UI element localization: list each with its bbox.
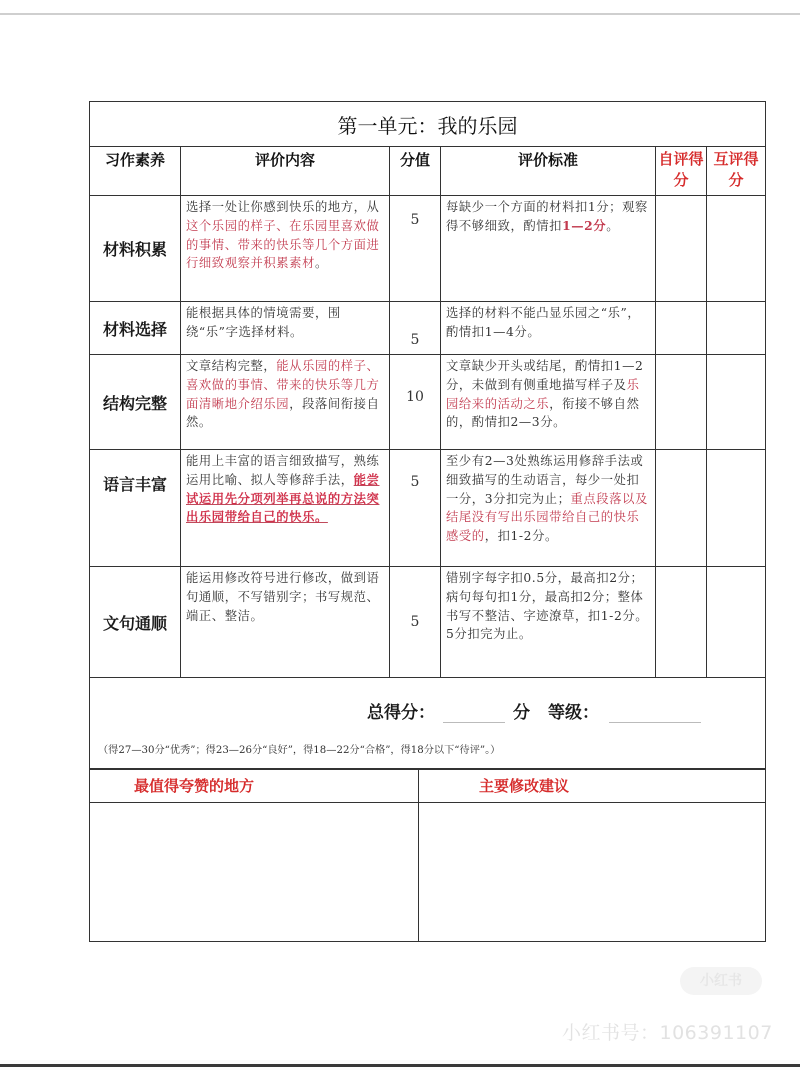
- criteria-text: 文章缺少开头或结尾，酌情扣1—2分，未做到有侧重地描写样子及: [446, 359, 644, 392]
- content-highlight: 能尝试运用先分项列举再总说的方法突出乐园带给自己的快乐。: [186, 471, 380, 525]
- praise-input[interactable]: [90, 803, 419, 942]
- header-peer-score: 互评得分: [707, 147, 766, 196]
- self-score-input[interactable]: [656, 302, 707, 355]
- content-cell: 能运用修改符号进行修改，做到语句通顺，不写错别字；书写规范、端正、整洁。: [181, 567, 390, 678]
- criteria-text: ，扣1-2分。: [484, 529, 558, 544]
- watermark-id: 小红书号：106391107: [562, 1022, 773, 1044]
- table-row: [90, 567, 766, 678]
- criteria-cell: [441, 450, 656, 567]
- points-cell: [390, 302, 441, 355]
- content-text: 文章结构完整，: [186, 359, 277, 373]
- criteria-text: ，衔接不够自然的，酌情扣2—3分。: [446, 396, 640, 430]
- watermark-logo: 小红书: [680, 967, 762, 995]
- suggestion-input[interactable]: [419, 803, 766, 942]
- header-self-score: 自评得分: [656, 147, 707, 196]
- skill-cell: 结构完整: [90, 355, 181, 450]
- suggestion-header: 主要修改建议: [419, 769, 766, 803]
- page-title: 第一单元：我的乐园: [90, 102, 766, 147]
- criteria-highlight: 重点段落以及结尾没有写出乐园带给自己的快乐感受的: [446, 491, 648, 544]
- self-score-input[interactable]: [656, 450, 707, 567]
- praise-header: 最值得夸赞的地方: [90, 769, 419, 803]
- criteria-text: 至少有2—3处熟练运用修辞手法或细致描写的生动语言，每少一处扣一分，3分扣完为止；: [446, 454, 644, 506]
- peer-score-input[interactable]: [707, 567, 766, 678]
- points-cell: [390, 450, 441, 567]
- self-score-input[interactable]: [656, 567, 707, 678]
- criteria-cell: [441, 196, 656, 302]
- content-cell: [181, 355, 390, 450]
- points-value: 10: [406, 389, 424, 405]
- skill-cell: 材料积累: [90, 196, 181, 302]
- rubric-table: [89, 101, 766, 770]
- content-cell: [181, 450, 390, 567]
- summary-cell: [90, 678, 766, 770]
- header-points: 分值: [390, 147, 441, 196]
- header-row: [90, 147, 766, 196]
- header-criteria: 评价标准: [441, 147, 656, 196]
- points-cell: [390, 567, 441, 678]
- self-score-input[interactable]: [656, 355, 707, 450]
- summary-row: [90, 678, 766, 770]
- content-cell: 能根据具体的情境需要，围绕“乐”字选择材料。: [181, 302, 390, 355]
- content-text: 选择一处让你感到快乐的地方，从: [186, 200, 380, 214]
- peer-score-input[interactable]: [707, 355, 766, 450]
- top-divider: [0, 13, 800, 15]
- table-row: [90, 450, 766, 567]
- unit-label: 分: [513, 703, 530, 723]
- criteria-cell: 错别字每字扣0.5分，最高扣2分；病句每句扣1分，最高扣2分；整体书写不整洁、字迹潦草，扣1-2分。5分扣完为止。: [441, 567, 656, 678]
- content-text: ，段落间衔接自然。: [186, 396, 380, 430]
- points-value: 5: [410, 474, 420, 490]
- skill-cell: 材料选择: [90, 302, 181, 355]
- table-row: [90, 302, 766, 355]
- points-cell: [390, 196, 441, 302]
- title-row: [90, 102, 766, 147]
- criteria-text: 。: [606, 218, 620, 233]
- skill-cell: 语言丰富: [90, 450, 181, 567]
- header-skill: 习作素养: [90, 147, 181, 196]
- criteria-cell: 选择的材料不能凸显乐园之“乐”，酌情扣1—4分。: [441, 302, 656, 355]
- header-content: 评价内容: [181, 147, 390, 196]
- criteria-cell: [441, 355, 656, 450]
- content-text: 能用上丰富的语言细致描写，熟练运用比喻、拟人等修辞手法，: [186, 454, 380, 487]
- feedback-header-row: [90, 769, 766, 803]
- criteria-highlight: 1—2分: [562, 217, 607, 233]
- points-value: 5: [410, 614, 420, 630]
- skill-cell: 文句通顺: [90, 567, 181, 678]
- grade-input[interactable]: [609, 704, 701, 723]
- peer-score-input[interactable]: [707, 302, 766, 355]
- grade-label: 等级：: [548, 703, 599, 723]
- grade-scale-note: （得27—30分“优秀”；得23—26分“良好”，得18—22分“合格”，得18分以下“待评”。）: [98, 745, 501, 756]
- points-value: 5: [410, 332, 420, 348]
- feedback-body-row: [90, 803, 766, 942]
- criteria-highlight: 乐园给来的活动之乐: [446, 377, 640, 411]
- content-text: 。: [314, 256, 328, 271]
- total-score-input[interactable]: [443, 704, 505, 723]
- self-score-input[interactable]: [656, 196, 707, 302]
- total-label: 总得分：: [367, 703, 435, 723]
- content-highlight: 能从乐园的样子、喜欢做的事情、带来的快乐等几方面清晰地介绍乐园: [186, 359, 380, 411]
- points-value: 5: [410, 212, 420, 228]
- total-line: [367, 698, 701, 723]
- peer-score-input[interactable]: [707, 450, 766, 567]
- content-cell: [181, 196, 390, 302]
- criteria-text: 每缺少一个方面的材料扣1分；观察得不够细致，酌情扣: [446, 200, 648, 233]
- content-highlight: 这个乐园的样子、在乐园里喜欢做的事情、带来的快乐等几个方面进行细致观察并积累素材: [186, 218, 380, 271]
- table-row: [90, 196, 766, 302]
- table-row: [90, 355, 766, 450]
- points-cell: [390, 355, 441, 450]
- feedback-table: [89, 768, 766, 942]
- peer-score-input[interactable]: [707, 196, 766, 302]
